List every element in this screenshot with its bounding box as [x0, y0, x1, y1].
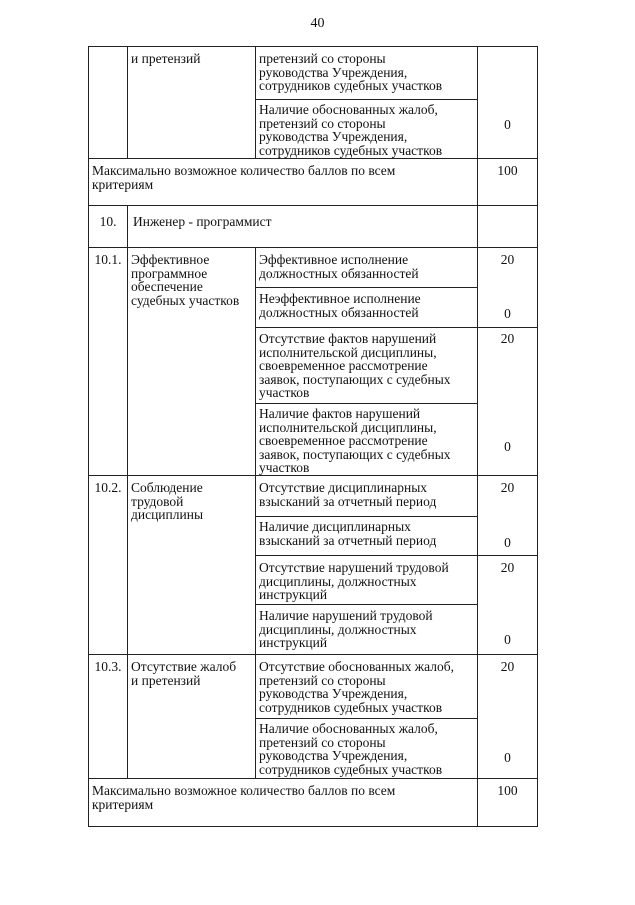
- table-rule: [255, 403, 477, 404]
- max-score-label: Максимально возможное количество баллов по всем критериям: [92, 783, 396, 812]
- cell-score: 0: [504, 117, 511, 132]
- table-rule: [255, 46, 256, 158]
- table-rule: [255, 327, 538, 328]
- cell-indicator: Отсутствие дисциплинарных взысканий за отчетный период: [259, 480, 437, 509]
- cell-score: 20: [500, 252, 515, 267]
- cell-score: 0: [504, 750, 511, 765]
- section-title: Инженер - программист: [133, 214, 272, 229]
- table-rule: [88, 778, 538, 779]
- table-rule: [255, 516, 477, 517]
- cell-score: 20: [500, 659, 515, 674]
- cell-score: 20: [500, 480, 515, 495]
- cell-score: 0: [504, 632, 511, 647]
- cell-score: 20: [500, 331, 515, 346]
- cell-score: 0: [504, 535, 511, 550]
- table-rule: [88, 158, 538, 159]
- cell-indicator: Наличие обоснованных жалоб, претензий со стороны руководства Учреждения, сотрудников судебных участков: [259, 721, 443, 777]
- table-rule: [88, 475, 538, 476]
- table-rule: [88, 205, 538, 206]
- table-rule: [255, 287, 477, 288]
- max-score-label: Максимально возможное количество баллов по всем критериям: [92, 163, 396, 192]
- subsection-title: Отсутствие жалоб и претензий: [131, 659, 237, 688]
- table-rule: [255, 555, 538, 556]
- table-rule: [88, 46, 89, 826]
- table-rule: [88, 654, 538, 655]
- max-score-value: 100: [497, 163, 518, 178]
- cell-score: 0: [504, 439, 511, 454]
- table-rule: [255, 718, 477, 719]
- cell-indicator: Наличие нарушений трудовой дисциплины, должностных инструкций: [259, 608, 433, 650]
- cell-indicator: Отсутствие обоснованных жалоб, претензий со стороны руководства Учреждения, сотрудников судебных участков: [259, 659, 454, 715]
- table-rule: [477, 46, 478, 826]
- table-rule: [255, 99, 477, 100]
- cell-score: 0: [504, 306, 511, 321]
- subsection-number: 10.1.: [94, 252, 122, 267]
- subsection-title: Эффективное программное обеспечение судебных участков: [131, 252, 240, 308]
- cell-score: 20: [500, 560, 515, 575]
- table-rule: [537, 46, 538, 826]
- cell-indicator: Наличие фактов нарушений исполнительской дисциплины, своевременное рассмотрение заявок, поступающих с судебных участков: [259, 406, 451, 475]
- cell-indicator: Эффективное исполнение должностных обязанностей: [259, 252, 419, 281]
- table-rule: [127, 205, 128, 778]
- max-score-value: 100: [497, 783, 518, 798]
- subsection-number: 10.2.: [94, 480, 122, 495]
- cell-indicator: Наличие обоснованных жалоб, претензий со стороны руководства Учреждения, сотрудников судебных участков: [259, 102, 443, 158]
- cell-indicator: претензий со стороны руководства Учреждения, сотрудников судебных участков: [259, 51, 443, 93]
- cell-indicator: Отсутствие нарушений трудовой дисциплины, должностных инструкций: [259, 560, 449, 602]
- cell-criterion: и претензий: [131, 51, 201, 66]
- cell-indicator: Неэффективное исполнение должностных обязанностей: [259, 291, 421, 320]
- subsection-number: 10.3.: [94, 659, 122, 674]
- table-rule: [255, 604, 477, 605]
- cell-indicator: Наличие дисциплинарных взысканий за отчетный период: [259, 519, 437, 548]
- cell-indicator: Отсутствие фактов нарушений исполнительской дисциплины, своевременное рассмотрение заявок, поступающих с судебных участков: [259, 331, 451, 400]
- table-rule: [127, 46, 128, 158]
- page-number: 40: [310, 16, 325, 31]
- section-number: 10.: [99, 214, 117, 229]
- table-rule: [88, 826, 538, 827]
- subsection-title: Соблюдение трудовой дисциплины: [131, 480, 204, 522]
- table-rule: [88, 46, 538, 47]
- table-rule: [255, 247, 256, 778]
- table-rule: [88, 247, 538, 248]
